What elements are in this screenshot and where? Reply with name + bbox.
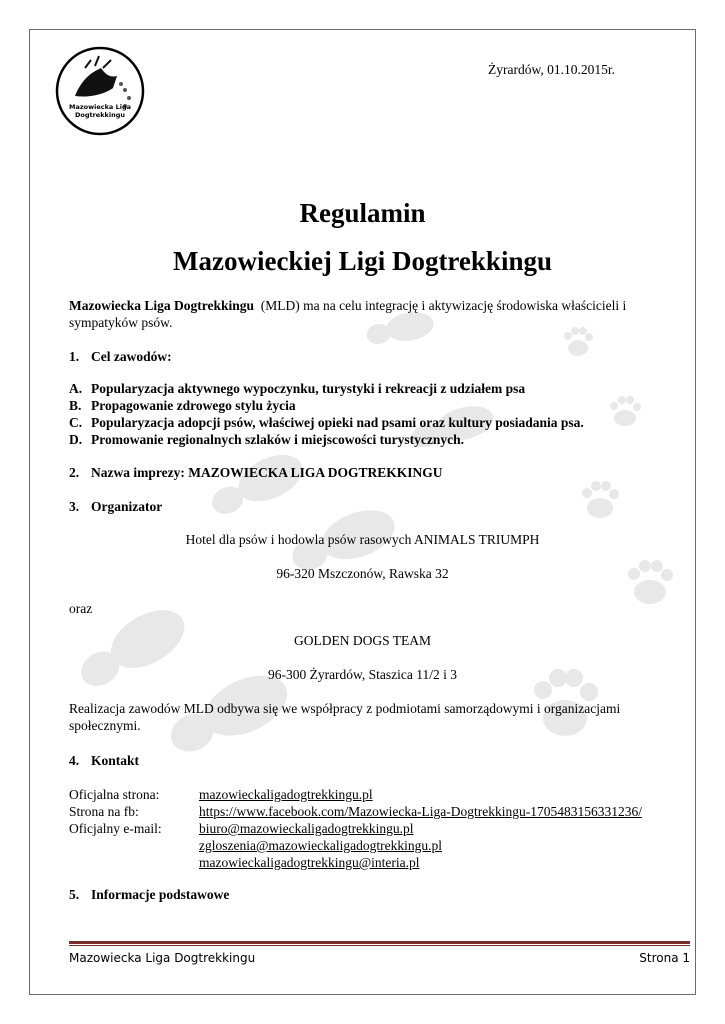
mld-logo: [55, 46, 145, 136]
document-date: Żyrardów, 01.10.2015r.: [488, 62, 615, 77]
organizer-2-address: 96-300 Żyrardów, Staszica 11/2 i 3: [267, 667, 458, 682]
section-4-heading: 4. Kontakt: [69, 753, 140, 768]
footer-divider-thin: [69, 945, 690, 946]
list-item: C. Popularyzacja adopcji psów, właściwej opieki nad psami oraz kultury posiadania psa.: [69, 415, 584, 430]
site-link[interactable]: mazowieckaligadogtrekkingu.pl: [199, 787, 373, 802]
page-number: Strona 1: [639, 951, 690, 965]
email-label: Oficjalny e-mail:: [69, 821, 162, 836]
section-3-heading: 3. Organizator: [69, 499, 163, 514]
oraz-text: oraz: [69, 601, 93, 616]
email-link[interactable]: mazowieckaligadogtrekkingu@interia.pl: [199, 855, 420, 870]
intro-line2: sympatyków psów.: [69, 315, 173, 330]
svg-text:Dogtrekkingu: Dogtrekkingu: [74, 111, 126, 119]
section-5-heading: 5. Informacje podstawowe: [69, 887, 230, 902]
intro-text: (MLD) ma na celu integrację i aktywizację środowiska właścicieli i: [260, 298, 627, 313]
document-title: Regulamin: [299, 198, 426, 228]
goals-list: [69, 380, 689, 448]
organizer-1-address: 96-320 Mszczonów, Rawska 32: [276, 566, 449, 581]
list-item: A. Popularyzacja aktywnego wypoczynku, turystyki i rekreacji z udziałem psa: [69, 381, 526, 396]
organizer-1-name: Hotel dla psów i hodowla psów rasowych ANIMALS TRIUMPH: [185, 532, 540, 547]
fb-label: Strona na fb:: [69, 804, 139, 819]
footer-divider: [69, 941, 690, 944]
svg-text:Mazowiecka Liga: Mazowiecka Liga: [69, 103, 131, 111]
footer-left: Mazowiecka Liga Dogtrekkingu: [69, 951, 256, 965]
section-1-heading: 1. Cel zawodów:: [69, 349, 172, 364]
list-item: D. Promowanie regionalnych szlaków i miejscowości turystycznych.: [69, 432, 464, 447]
list-item: B. Propagowanie zdrowego stylu życia: [69, 398, 296, 413]
document-subtitle: Mazowieckiej Ligi Dogtrekkingu: [173, 246, 552, 276]
organizer-2-name: GOLDEN DOGS TEAM: [294, 633, 431, 648]
realization-paragraph: Realizacja zawodów MLD odbywa się we współpracy z podmiotami samorządowymi i organizacjami społecznymi.: [69, 701, 621, 733]
site-label: Oficjalna strona:: [69, 787, 160, 802]
intro-bold: Mazowiecka Liga Dogtrekkingu: [69, 298, 254, 313]
fb-link[interactable]: https://www.facebook.com/Mazowiecka-Liga-Dogtrekkingu-1705483156331236/: [199, 804, 643, 819]
email-link[interactable]: biuro@mazowieckaligadogtrekkingu.pl: [199, 821, 414, 836]
intro-paragraph: [69, 297, 689, 331]
contact-block: [69, 786, 642, 871]
email-link[interactable]: zgloszenia@mazowieckaligadogtrekkingu.pl: [199, 838, 442, 853]
section-2-heading: 2. Nazwa imprezy: MAZOWIECKA LIGA DOGTREKKINGU: [69, 465, 443, 480]
